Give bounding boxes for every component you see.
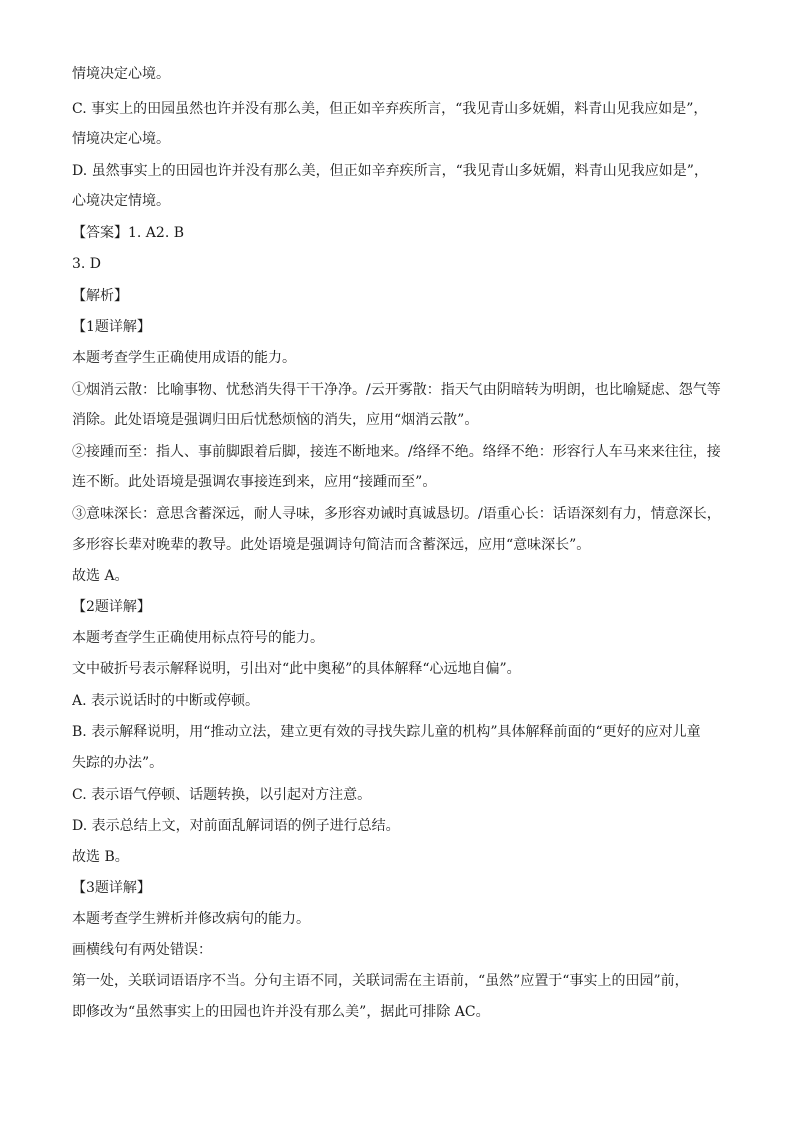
answer-line: 3. D <box>72 256 102 272</box>
text-line: 文中破折号表示解释说明，引出对“此中奥秘”的具体解释“心远地自偏”。 <box>72 661 521 677</box>
text-line: 心境决定情境。 <box>72 193 170 209</box>
text-line: 本题考查学生正确使用标点符号的能力。 <box>72 630 324 646</box>
text-line: ③意味深长：意思含蓄深远，耐人寻味，多形容劝诫时真诚恳切。/语重心长：话语深刻有力，情意深长， <box>72 506 721 522</box>
section-heading-q1: 【1题详解】 <box>72 319 151 335</box>
text-line: 画横线句有两处错误： <box>72 942 212 958</box>
option-d-line: D. 虽然事实上的田园也许并没有那么美，但正如辛弃疾所言，“我见青山多妩媚，料青山见我应如是”， <box>72 163 708 179</box>
text-line: 故选 A。 <box>72 568 129 584</box>
text-line: A. 表示说话时的中断或停顿。 <box>72 693 260 709</box>
text-line: 本题考查学生辨析并修改病句的能力。 <box>72 911 310 927</box>
text-line: 连不断。此处语境是强调农事接连到来，应用“接踵而至”。 <box>72 474 437 490</box>
text-line: 第一处，关联词语语序不当。分句主语不同，关联词需在主语前，“虽然”应置于“事实上的田园”前， <box>72 973 689 989</box>
analysis-heading: 【解析】 <box>72 288 128 304</box>
text-line: 即修改为“虽然事实上的田园也许并没有那么美”，据此可排除 AC。 <box>72 1004 490 1020</box>
text-line: 失踪的办法”。 <box>72 755 164 771</box>
text-line: 消除。此处语境是强调归田后忧愁烦恼的消失，应用“烟消云散”。 <box>72 412 479 428</box>
text-line: 本题考查学生正确使用成语的能力。 <box>72 350 296 366</box>
text-line: ②接踵而至：指人、事前脚跟着后脚，接连不断地来。/络绎不绝。络绎不绝：形容行人车马来来往往，接 <box>72 444 721 460</box>
text-line: ①烟消云散：比喻事物、忧愁消失得干干净净。/云开雾散：指天气由阴暗转为明朗，也比喻疑虑、怨气等 <box>72 382 721 398</box>
option-c-line: C. 事实上的田园虽然也许并没有那么美，但正如辛弃疾所言，“我见青山多妩媚，料青山见我应如是”， <box>72 101 708 117</box>
text-line: 情境决定心境。 <box>72 131 170 147</box>
text-line: 多形容长辈对晚辈的教导。此处语境是强调诗句简洁而含蓄深远，应用“意味深长”。 <box>72 537 591 553</box>
text-line: 情境决定心境。 <box>72 66 170 82</box>
text-line: 故选 B。 <box>72 849 129 865</box>
answer-line: 【答案】1. A2. B <box>72 225 185 241</box>
text-line: C. 表示语气停顿、话题转换，以引起对方注意。 <box>72 787 372 803</box>
section-heading-q3: 【3题详解】 <box>72 880 151 896</box>
text-line: B. 表示解释说明，用“推动立法，建立更有效的寻找失踪儿童的机构”具体解释前面的“更好的应对儿童 <box>72 724 701 740</box>
section-heading-q2: 【2题详解】 <box>72 599 151 615</box>
text-line: D. 表示总结上文，对前面乱解词语的例子进行总结。 <box>72 818 400 834</box>
